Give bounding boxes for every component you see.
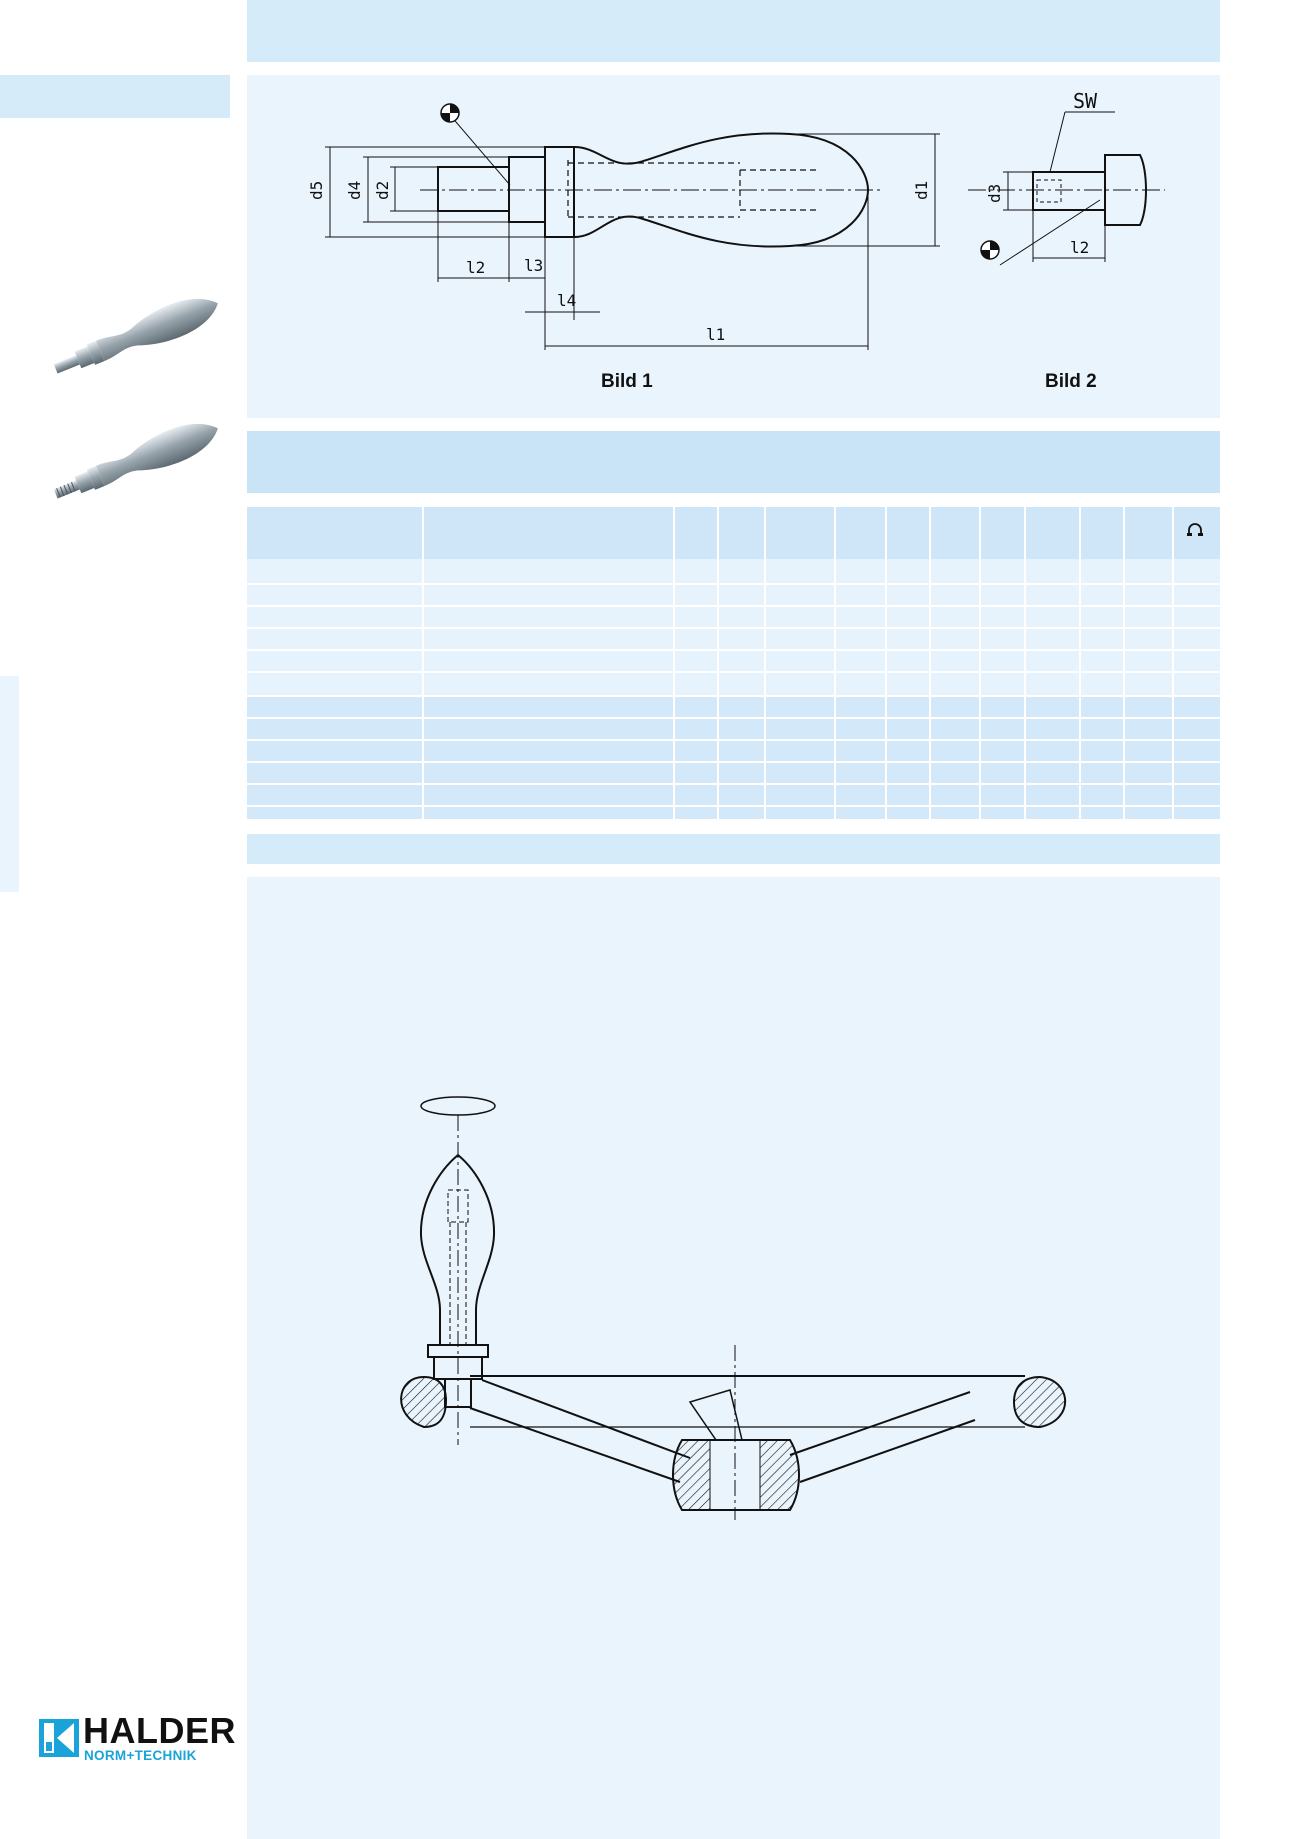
svg-text:l2: l2 [466,258,486,277]
svg-text:l1: l1 [706,325,726,344]
top-header-band [247,0,1220,62]
dimension-table [247,507,1220,819]
datum-symbol-icon [981,241,999,259]
technical-drawing [247,75,1220,418]
svg-text:d4: d4 [345,180,364,200]
logo-name: HALDER [83,1710,236,1751]
svg-text:d2: d2 [373,180,392,200]
svg-text:d1: d1 [912,180,931,200]
sidebar-section-marker [0,676,19,892]
svg-text:l2: l2 [1070,238,1090,257]
application-drawing [390,1085,1080,1525]
flange [545,147,574,237]
svg-text:l3: l3 [524,256,544,275]
svg-text:d3: d3 [985,183,1004,203]
product-photo-handle [40,275,230,375]
product-photo-handle-threaded [40,400,230,500]
table-title-band [247,431,1220,493]
notes-band [247,834,1220,864]
figure-label-1: Bild 1 [601,371,653,392]
table-header-row [247,507,1220,559]
stud-body [438,167,509,211]
halder-logo-icon [38,1718,80,1758]
svg-text:SW: SW [1073,89,1098,113]
svg-text:d5: d5 [307,180,326,200]
logo-subtitle: NORM+TECHNIK [84,1748,197,1763]
table-row-group-2 [247,695,1220,819]
cad-download-icon[interactable] [1186,523,1204,539]
figure-label-2: Bild 2 [1045,371,1097,392]
svg-text:l4: l4 [557,291,577,310]
datum-symbol-icon [441,104,459,122]
sidebar-category-tab[interactable] [0,75,230,118]
